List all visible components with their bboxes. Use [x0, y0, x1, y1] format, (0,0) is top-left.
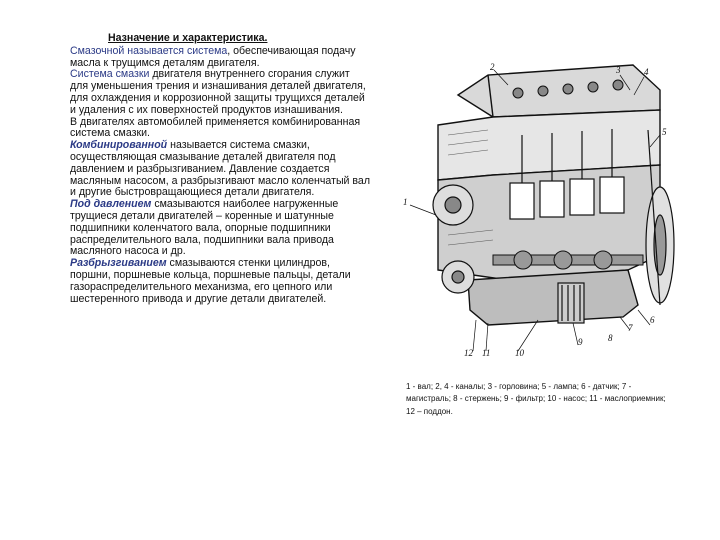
paragraph-splash — [70, 258, 370, 305]
figure-label-4: 4 — [644, 67, 649, 77]
section-heading: Назначение и характеристика. — [108, 32, 268, 44]
figure-label-11: 11 — [482, 348, 491, 358]
paragraph-text: смазываются наиболее нагруженные трущиеся детали двигателей – коренные и шатунные подшипники коленчатого вала, опорные подшипники распределительного вала, подшипники вала привода масляного насоса и др. — [70, 198, 339, 258]
paragraph-text: , обеспечивающая подачу масла к трущимся деталям двигателя. — [70, 44, 356, 69]
paragraph-pressure — [70, 199, 370, 258]
paragraph-combined-definition — [70, 140, 370, 199]
figure-label-8: 8 — [608, 333, 613, 343]
figure-label-6: 6 — [650, 315, 655, 325]
figure-label-2: 2 — [490, 62, 495, 72]
figure-label-3: 3 — [616, 65, 621, 75]
figure-label-7: 7 — [628, 323, 633, 333]
term-lubrication-system: Смазочной называется система — [70, 44, 228, 57]
engine-drawing — [398, 55, 680, 365]
text-column — [70, 33, 370, 305]
term-system: Система смазки — [70, 68, 150, 81]
figure-caption: 1 - вал; 2, 4 - каналы; 3 - горловина; 5 - лампа; 6 - датчик; 7 - магистраль; 8 - стержень; 9 - фильтр; 10 - насос; 11 - маслоприемник; 12 – поддон. — [406, 382, 666, 416]
term-combined: Комбинированной — [70, 139, 168, 152]
term-splash: Разбрызгиванием — [70, 257, 167, 270]
paragraph-text: называется система смазки, осуществляющая смазывание деталей двигателя под давлением и разбрызгиванием. Давление создается масляным насосом, а разбрызгивают масло коленчатый вал и другие быстровращающиеся детали двигателя. — [70, 139, 370, 199]
figure-label-5: 5 — [662, 127, 667, 137]
paragraph-definition — [70, 46, 370, 70]
figure-label-9: 9 — [578, 337, 583, 347]
engine-cutaway-figure — [398, 55, 680, 365]
figure-label-1: 1 — [403, 197, 408, 207]
paragraph-combined: В двигателях автомобилей применяется комбинированная система смазки. — [70, 115, 361, 140]
figure-label-10: 10 — [515, 348, 524, 358]
paragraph-text: смазываются стенки цилиндров, поршни, поршневые кольца, поршневые пальцы, детали газораспределительного механизма, его цепного или шестеренного привода и другие детали двигателей. — [70, 257, 351, 305]
figure-label-12: 12 — [464, 348, 473, 358]
paragraph-purpose — [70, 69, 370, 116]
paragraph-text: двигателя внутреннего сгорания служит для уменьшения трения и изнашивания деталей двигателя, для охлаждения и коррозионной защиты трущихся деталей и удаления с их поверхностей продуктов изнашивания. — [70, 68, 366, 116]
term-pressure: Под давлением — [70, 198, 152, 211]
